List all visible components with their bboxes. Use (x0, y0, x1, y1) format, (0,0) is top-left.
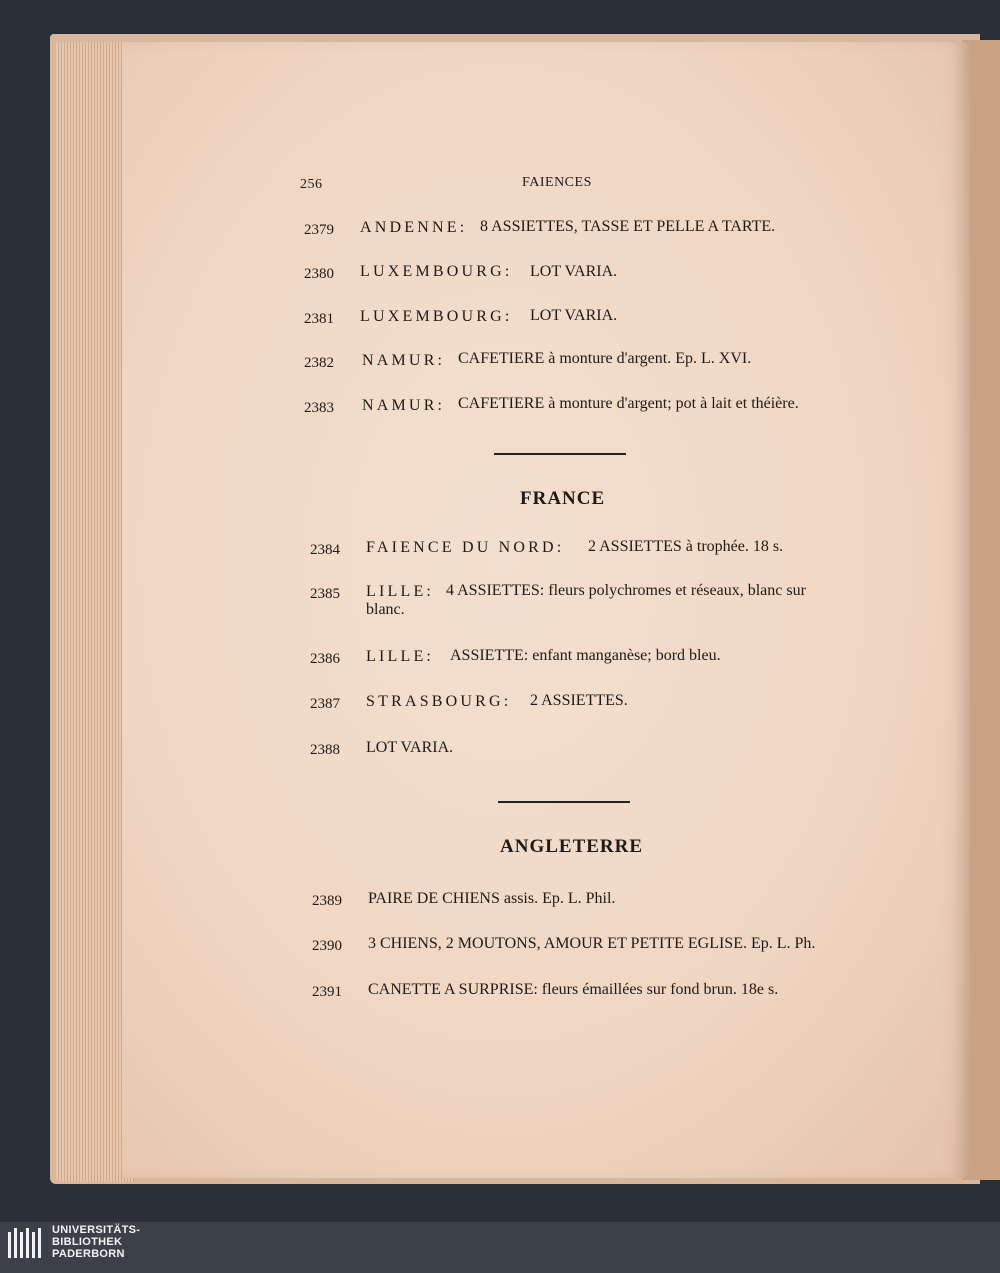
lot-location: LILLE: (366, 583, 435, 600)
section-divider (498, 801, 630, 803)
lot-description: ASSIETTE: enfant manganèse; bord bleu. (450, 647, 721, 664)
lot-description: PAIRE DE CHIENS assis. Ep. L. Phil. (368, 890, 616, 907)
section-divider (494, 453, 626, 455)
section-heading-angleterre: ANGLETERRE (500, 836, 644, 857)
lot-location: STRASBOURG: (366, 693, 512, 710)
lot-description: LOT VARIA. (530, 263, 618, 280)
lot-number: 2383 (304, 400, 334, 416)
lot-location: LUXEMBOURG: (360, 308, 513, 325)
lot-number: 2388 (310, 742, 340, 758)
library-name (52, 1224, 140, 1260)
lot-description: 2 ASSIETTES à trophée. 18 s. (588, 538, 784, 555)
lot-description: 3 CHIENS, 2 MOUTONS, AMOUR ET PETITE EGLISE. Ep. L. Ph. (368, 935, 816, 952)
lot-number: 2379 (304, 222, 334, 238)
lot-location: LUXEMBOURG: (360, 263, 513, 280)
lot-number: 2386 (310, 651, 340, 667)
library-footer (0, 1222, 1000, 1273)
lot-location: ANDENNE: (360, 219, 468, 236)
library-name-line: PADERBORN (52, 1248, 125, 1260)
lot-location: FAIENCE DU NORD: (366, 539, 565, 556)
lot-description: CANETTE A SURPRISE: fleurs émaillées sur fond brun. 18e s. (368, 981, 779, 998)
lot-description: CAFETIERE à monture d'argent. Ep. L. XVI. (458, 350, 752, 367)
lot-number: 2390 (312, 938, 342, 954)
library-name-line: UNIVERSITÄTS- (52, 1224, 141, 1236)
page-number: 256 (300, 177, 323, 192)
lot-location: NAMUR: (362, 397, 446, 414)
lot-number: 2382 (304, 355, 334, 371)
lot-number: 2387 (310, 696, 340, 712)
lot-number: 2381 (304, 311, 334, 327)
lot-description: 4 ASSIETTES: fleurs polychromes et réseaux, blanc sur (446, 582, 806, 599)
lot-description: LOT VARIA. (530, 307, 618, 324)
lot-description: 8 ASSIETTES, TASSE ET PELLE A TARTE. (480, 218, 776, 235)
lot-number: 2385 (310, 586, 340, 602)
lot-location: NAMUR: (362, 352, 446, 369)
section-heading-france: FRANCE (520, 488, 606, 509)
lot-number: 2389 (312, 893, 342, 909)
lot-description-continued: blanc. (366, 601, 405, 618)
lot-description: CAFETIERE à monture d'argent; pot à lait et théière. (458, 395, 799, 412)
library-name-line: BIBLIOTHEK (52, 1236, 123, 1248)
book-page (122, 42, 970, 1178)
lot-location: LILLE: (366, 648, 435, 665)
running-title: FAIENCES (522, 175, 592, 190)
lot-number: 2380 (304, 266, 334, 282)
lot-number: 2391 (312, 984, 342, 1000)
lot-description: 2 ASSIETTES. (530, 692, 628, 709)
lot-number: 2384 (310, 542, 340, 558)
lot-description: LOT VARIA. (366, 739, 454, 756)
